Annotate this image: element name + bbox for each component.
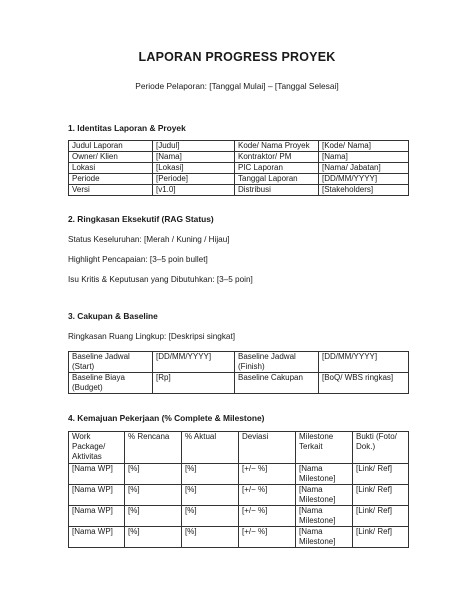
table-header-row (69, 432, 409, 464)
table-cell: [Nama Milestone] (296, 506, 353, 527)
reporting-period: Periode Pelaporan: [Tanggal Mulai] – [Tanggal Selesai] (135, 81, 339, 91)
table-cell: [Nama WP] (69, 485, 125, 506)
table-row (69, 506, 409, 527)
table-cell: Baseline Biaya (Budget) (69, 373, 153, 394)
table-cell: Owner/ Klien (69, 152, 153, 163)
highlight-achievements: Highlight Pencapaian: [3–5 poin bullet] (68, 255, 208, 264)
table-cell: Baseline Cakupan (235, 373, 319, 394)
table-cell: [Link/ Ref] (353, 464, 409, 485)
table-cell: [%] (182, 527, 239, 548)
table-cell: [Kode/ Nama] (319, 141, 409, 152)
scope-summary: Ringkasan Ruang Lingkup: [Deskripsi singkat] (68, 332, 236, 341)
table-cell: Baseline Jadwal (Start) (69, 352, 153, 373)
project-identity-table (68, 140, 409, 196)
column-header: Milestone Terkait (296, 432, 353, 464)
table-cell: [%] (125, 464, 182, 485)
table-cell: [Nama] (153, 152, 235, 163)
document-title: LAPORAN PROGRESS PROYEK (138, 50, 336, 64)
table-cell: [BoQ/ WBS ringkas] (319, 373, 409, 394)
table-cell: [DD/MM/YYYY] (153, 352, 235, 373)
table-cell: [Nama Milestone] (296, 527, 353, 548)
column-header: % Aktual (182, 432, 239, 464)
table-cell: [+/− %] (239, 506, 296, 527)
table-cell: [+/− %] (239, 485, 296, 506)
table-cell: Baseline Jadwal (Finish) (235, 352, 319, 373)
table-cell: [Periode] (153, 174, 235, 185)
baseline-table (68, 351, 409, 394)
table-cell: [v1.0] (153, 185, 235, 196)
table-cell: Periode (69, 174, 153, 185)
table-cell: [Link/ Ref] (353, 506, 409, 527)
section-3-heading: 3. Cakupan & Baseline (68, 311, 158, 321)
table-cell: PIC Laporan (235, 163, 319, 174)
table-cell: Kontraktor/ PM (235, 152, 319, 163)
table-cell: Kode/ Nama Proyek (235, 141, 319, 152)
table-cell: [Link/ Ref] (353, 485, 409, 506)
section-4-heading: 4. Kemajuan Pekerjaan (% Complete & Milestone) (68, 413, 265, 423)
table-row (69, 373, 409, 394)
table-cell: [Judul] (153, 141, 235, 152)
work-progress-table (68, 431, 409, 548)
table-cell: [Nama WP] (69, 527, 125, 548)
table-cell: [%] (182, 464, 239, 485)
table-cell: [+/− %] (239, 464, 296, 485)
table-row (69, 464, 409, 485)
table-cell: [Rp] (153, 373, 235, 394)
section-2-heading: 2. Ringkasan Eksekutif (RAG Status) (68, 214, 214, 224)
table-cell: [DD/MM/YYYY] (319, 174, 409, 185)
table-cell: [Nama/ Jabatan] (319, 163, 409, 174)
table-row (69, 352, 409, 373)
section-1-heading: 1. Identitas Laporan & Proyek (68, 123, 186, 133)
table-row (69, 163, 409, 174)
table-cell: [Nama] (319, 152, 409, 163)
overall-status: Status Keseluruhan: [Merah / Kuning / Hijau] (68, 235, 230, 244)
table-row (69, 174, 409, 185)
table-cell: [DD/MM/YYYY] (319, 352, 409, 373)
column-header: Deviasi (239, 432, 296, 464)
table-cell: Lokasi (69, 163, 153, 174)
table-cell: [%] (182, 506, 239, 527)
table-cell: [Link/ Ref] (353, 527, 409, 548)
column-header: % Rencana (125, 432, 182, 464)
table-cell: [Nama WP] (69, 464, 125, 485)
table-cell: [%] (125, 506, 182, 527)
table-cell: Distribusi (235, 185, 319, 196)
critical-issues: Isu Kritis & Keputusan yang Dibutuhkan: [3–5 poin] (68, 275, 253, 284)
table-row (69, 527, 409, 548)
table-cell: [Nama WP] (69, 506, 125, 527)
table-cell: [Nama Milestone] (296, 485, 353, 506)
column-header: Work Package/ Aktivitas (69, 432, 125, 464)
table-cell: [Lokasi] (153, 163, 235, 174)
table-cell: [%] (182, 485, 239, 506)
table-row (69, 185, 409, 196)
table-cell: Versi (69, 185, 153, 196)
table-row (69, 485, 409, 506)
table-cell: [Stakeholders] (319, 185, 409, 196)
table-cell: Judul Laporan (69, 141, 153, 152)
table-cell: Tanggal Laporan (235, 174, 319, 185)
column-header: Bukti (Foto/ Dok.) (353, 432, 409, 464)
table-cell: [%] (125, 485, 182, 506)
table-row (69, 152, 409, 163)
table-cell: [Nama Milestone] (296, 464, 353, 485)
table-cell: [+/− %] (239, 527, 296, 548)
table-cell: [%] (125, 527, 182, 548)
table-row (69, 141, 409, 152)
